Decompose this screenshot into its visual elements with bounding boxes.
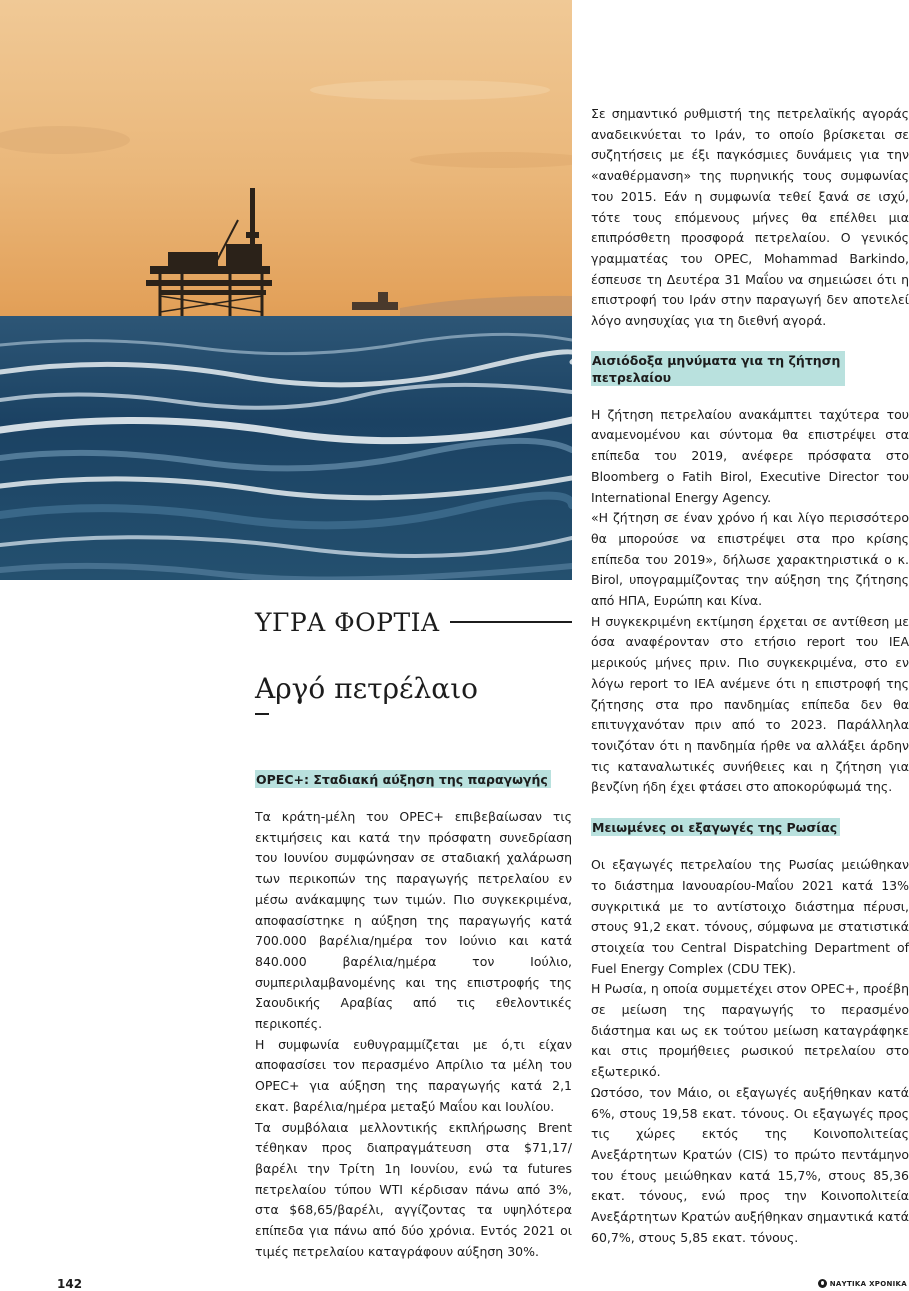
sea [0, 316, 572, 580]
body-paragraph: Τα κράτη-μέλη του OPEC+ επιβεβαίωσαν τις εκτιμήσεις και κατά την πρόσφατη συνεδρίαση του Ιουνίου συμφώνησαν σε σταδιακή χαλάρωση των περικοπών της παραγωγής πετρελαίου εν μέσω ανάκαμψης των τιμών. Πιο συγκεκριμένα, αποφασίστηκε η αύξηση της παραγωγής κατά 700.000 βαρέλια/ημέρα τον Ιούνιο και κατά 840.000 βαρέλια/ημέρα τον Ιούλιο, συμπεριλαμβανομένης και της επιστροφής της Σαουδικής Αραβίας από τις εθελοντικές περικοπές. [255, 809, 572, 1032]
subhead-opec: OPEC+: Σταδιακή αύξηση της παραγωγής [255, 770, 551, 788]
subhead-demand: Αισιόδοξα μηνύματα για τη ζήτηση πετρελαίου [591, 351, 845, 386]
oil-platform-photo [0, 0, 572, 580]
left-column [255, 600, 572, 1262]
body-paragraph: Ωστόσο, τον Μάιο, οι εξαγωγές αυξήθηκαν κατά 6%, στους 19,58 εκατ. τόνους. Οι εξαγωγές προς τις χώρες εκτός της Κοινοπολιτείας Ανεξάρτητων Κρατών (CIS) το πρώτο πεντάμηνο του έτους μειώθηκαν κατά 15,7%, στους 85,36 εκατ. τόνους, ενώ προς την Κοινοπολιτεία Ανεξάρτητων Κρατών αυξήθηκαν σημαντικά κατά 60,7%, στους 5,85 εκατ. τόνους. [591, 1084, 909, 1245]
headline-dash [255, 713, 269, 715]
body-paragraph: Η Ρωσία, η οποία συμμετέχει στον OPEC+, προέβη σε μείωση της παραγωγής το περασμένο διάστημα και ως εκ τούτου μείωση καταγράφηκε και στις προμήθειες ρωσικού πετρελαίου στο εξωτερικό. [591, 981, 909, 1080]
brand-name: ΝΑΥΤΙΚΑ ΧΡΟΝΙΚΑ [829, 1279, 907, 1288]
body-paragraph: Τα συμβόλαια μελλοντικής εκπλήρωσης Brent τέθηκαν προς διαπραγμάτευση στα $71,17/βαρέλι την Τρίτη 1η Ιουνίου, ενώ τα futures πετρελαίου τύπου WTI κέρδισαν πάνω από 3%, στα $68,65/βαρέλι, αγγίζοντας τα υψηλότερα επίπεδα για πάνω από δύο χρόνια. Εντός 2021 οι τιμές πετρελαίου καταγράφουν αύξηση 30%. [255, 1119, 572, 1259]
body-paragraph: Σε σημαντικό ρυθμιστή της πετρελαϊκής αγοράς αναδεικνύεται το Ιράν, το οποίο βρίσκεται σε συζητήσεις με έξι παγκόσμιες δυνάμεις για την «αναθέρμανση» της πυρηνικής τους συμφωνίας του 2015. Εάν η συμφωνία τεθεί ξανά σε ισχύ, τότε τους επόμενους μήνες θα επέλθει μια επιπρόσθετη προσφορά πετρελαίου. Ο γενικός γραμματέας του OPEC, Mohammad Barkindo, έσπευσε τη Δευτέρα 31 Μαΐου να σημειώσει ότι η επιστροφή του Ιράν στην παραγωγή δεν αποτελεί λόγο ανησυχίας για τη διεθνή αγορά. [591, 106, 909, 329]
subhead-russia: Μειωμένες οι εξαγωγές της Ρωσίας [591, 818, 840, 836]
magazine-brand [818, 1279, 907, 1288]
body-paragraph: Η συγκεκριμένη εκτίμηση έρχεται σε αντίθεση με όσα αναφέρονταν στο ετήσιο report του IEA μερικούς μήνες πριν. Πιο συγκεκριμένα, στο εν λόγω report το IEA ανέμενε ότι η επιστροφή της ζήτησης στα προ πανδημίας επίπεδα δεν θα επιτυγχανόταν πριν από το 2023. Παράλληλα τονιζόταν ότι η πανδημία ήρθε να αλλάξει άρδην τις καταναλωτικές συνήθειες και η ζήτηση για βενζίνη ήδη έχει φτάσει στο αποκορύφωμά της. [591, 613, 909, 795]
right-column [591, 104, 909, 1248]
page-number: 142 [57, 1277, 83, 1291]
section-rule [450, 621, 572, 623]
oil-platform-illustration [0, 0, 572, 580]
body-paragraph: Οι εξαγωγές πετρελαίου της Ρωσίας μειώθηκαν το διάστημα Ιανουαρίου-Μαΐου 2021 κατά 13% συγκριτικά με το αντίστοιχο διάστημα πέρυσι, στους 91,2 εκατ. τόνους, σύμφωνα με στατιστικά στοιχεία του Central Dispatching Department of Fuel Energy Complex (CDU TEK). [591, 857, 909, 976]
section-label [255, 600, 572, 644]
brand-logo-icon [818, 1279, 827, 1288]
headline: Αργό πετρέλαιο [255, 672, 479, 705]
body-paragraph: Η ζήτηση πετρελαίου ανακάμπτει ταχύτερα του αναμενομένου και σύντομα θα επιστρέψει στα επίπεδα του 2019, ανέφερε πρόσφατα στο Bloomberg ο Fatih Birol, Executive Director του International Energy Agency. [591, 406, 909, 505]
section-label-text: ΥΓΡΑ ΦΟΡΤΙΑ [255, 607, 440, 637]
body-paragraph: «Η ζήτηση σε έναν χρόνο ή και λίγο περισσότερο θα μπορούσε να επιστρέψει στα προ κρίσης επίπεδα του 2019», δήλωσε χαρακτηριστικά ο κ. Birol, υπογραμμίζοντας την αύξηση της ζήτησης από ΗΠΑ, Ευρώπη και Κίνα. [591, 510, 909, 609]
body-paragraph: Η συμφωνία ευθυγραμμίζεται με ό,τι είχαν αποφασίσει τον περασμένο Απρίλιο τα μέλη του OPEC+ για αύξηση της παραγωγής κατά 2,1 εκατ. βαρέλια/ημέρα μεταξύ Μαΐου και Ιουλίου. [255, 1036, 572, 1114]
